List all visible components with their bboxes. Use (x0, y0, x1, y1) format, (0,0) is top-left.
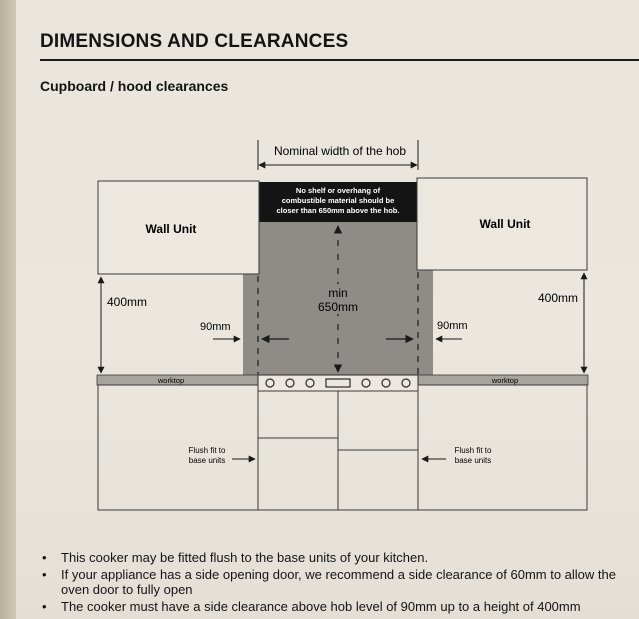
flush-right-line-1: Flush fit to (454, 446, 492, 455)
note-item (40, 567, 639, 597)
bullet-dot-icon: • (42, 550, 47, 565)
hob-control-panel (258, 375, 418, 391)
note-item (40, 599, 639, 614)
min-value-label: 650mm (317, 300, 359, 314)
flush-left-line-1: Flush fit to (188, 446, 226, 455)
base-unit-left (98, 385, 258, 510)
flush-left-line-2: base units (188, 456, 226, 465)
page-title: DIMENSIONS AND CLEARANCES (40, 31, 349, 52)
side-clearance-zone-right (417, 270, 433, 375)
worktop-right-label: worktop (491, 376, 519, 385)
bullet-dot-icon: • (42, 599, 47, 614)
note-item (40, 550, 639, 565)
wall-unit-right-label: Wall Unit (479, 217, 531, 231)
warning-line-3: closer than 650mm above the hob. (276, 206, 400, 215)
nominal-width-label: Nominal width of the hob (273, 144, 407, 158)
warning-line-1: No shelf or overhang of (295, 186, 381, 195)
side-clearance-left-label: 90mm (200, 321, 231, 333)
height-left-label: 400mm (107, 295, 148, 309)
flush-right-line-2: base units (454, 456, 492, 465)
worktop-left-label: worktop (157, 376, 185, 385)
base-unit-right (418, 385, 587, 510)
wall-unit-left-label: Wall Unit (145, 222, 197, 236)
note-text: If your appliance has a side opening door, we recommend a side clearance of 60mm to allow the oven door to fully open (61, 567, 616, 597)
section-subtitle: Cupboard / hood clearances (40, 78, 229, 94)
side-clearance-right-label: 90mm (437, 320, 468, 332)
warning-line-2: combustible material should be (281, 196, 395, 205)
note-text: The cooker must have a side clearance above hob level of 90mm up to a height of 400mm (61, 599, 581, 614)
side-clearance-zone-left (243, 274, 259, 375)
min-label: min (328, 286, 348, 300)
bullet-dot-icon: • (42, 567, 47, 582)
note-text: This cooker may be fitted flush to the base units of your kitchen. (61, 550, 429, 565)
notes-list (40, 550, 639, 616)
height-right-label: 400mm (537, 291, 578, 305)
